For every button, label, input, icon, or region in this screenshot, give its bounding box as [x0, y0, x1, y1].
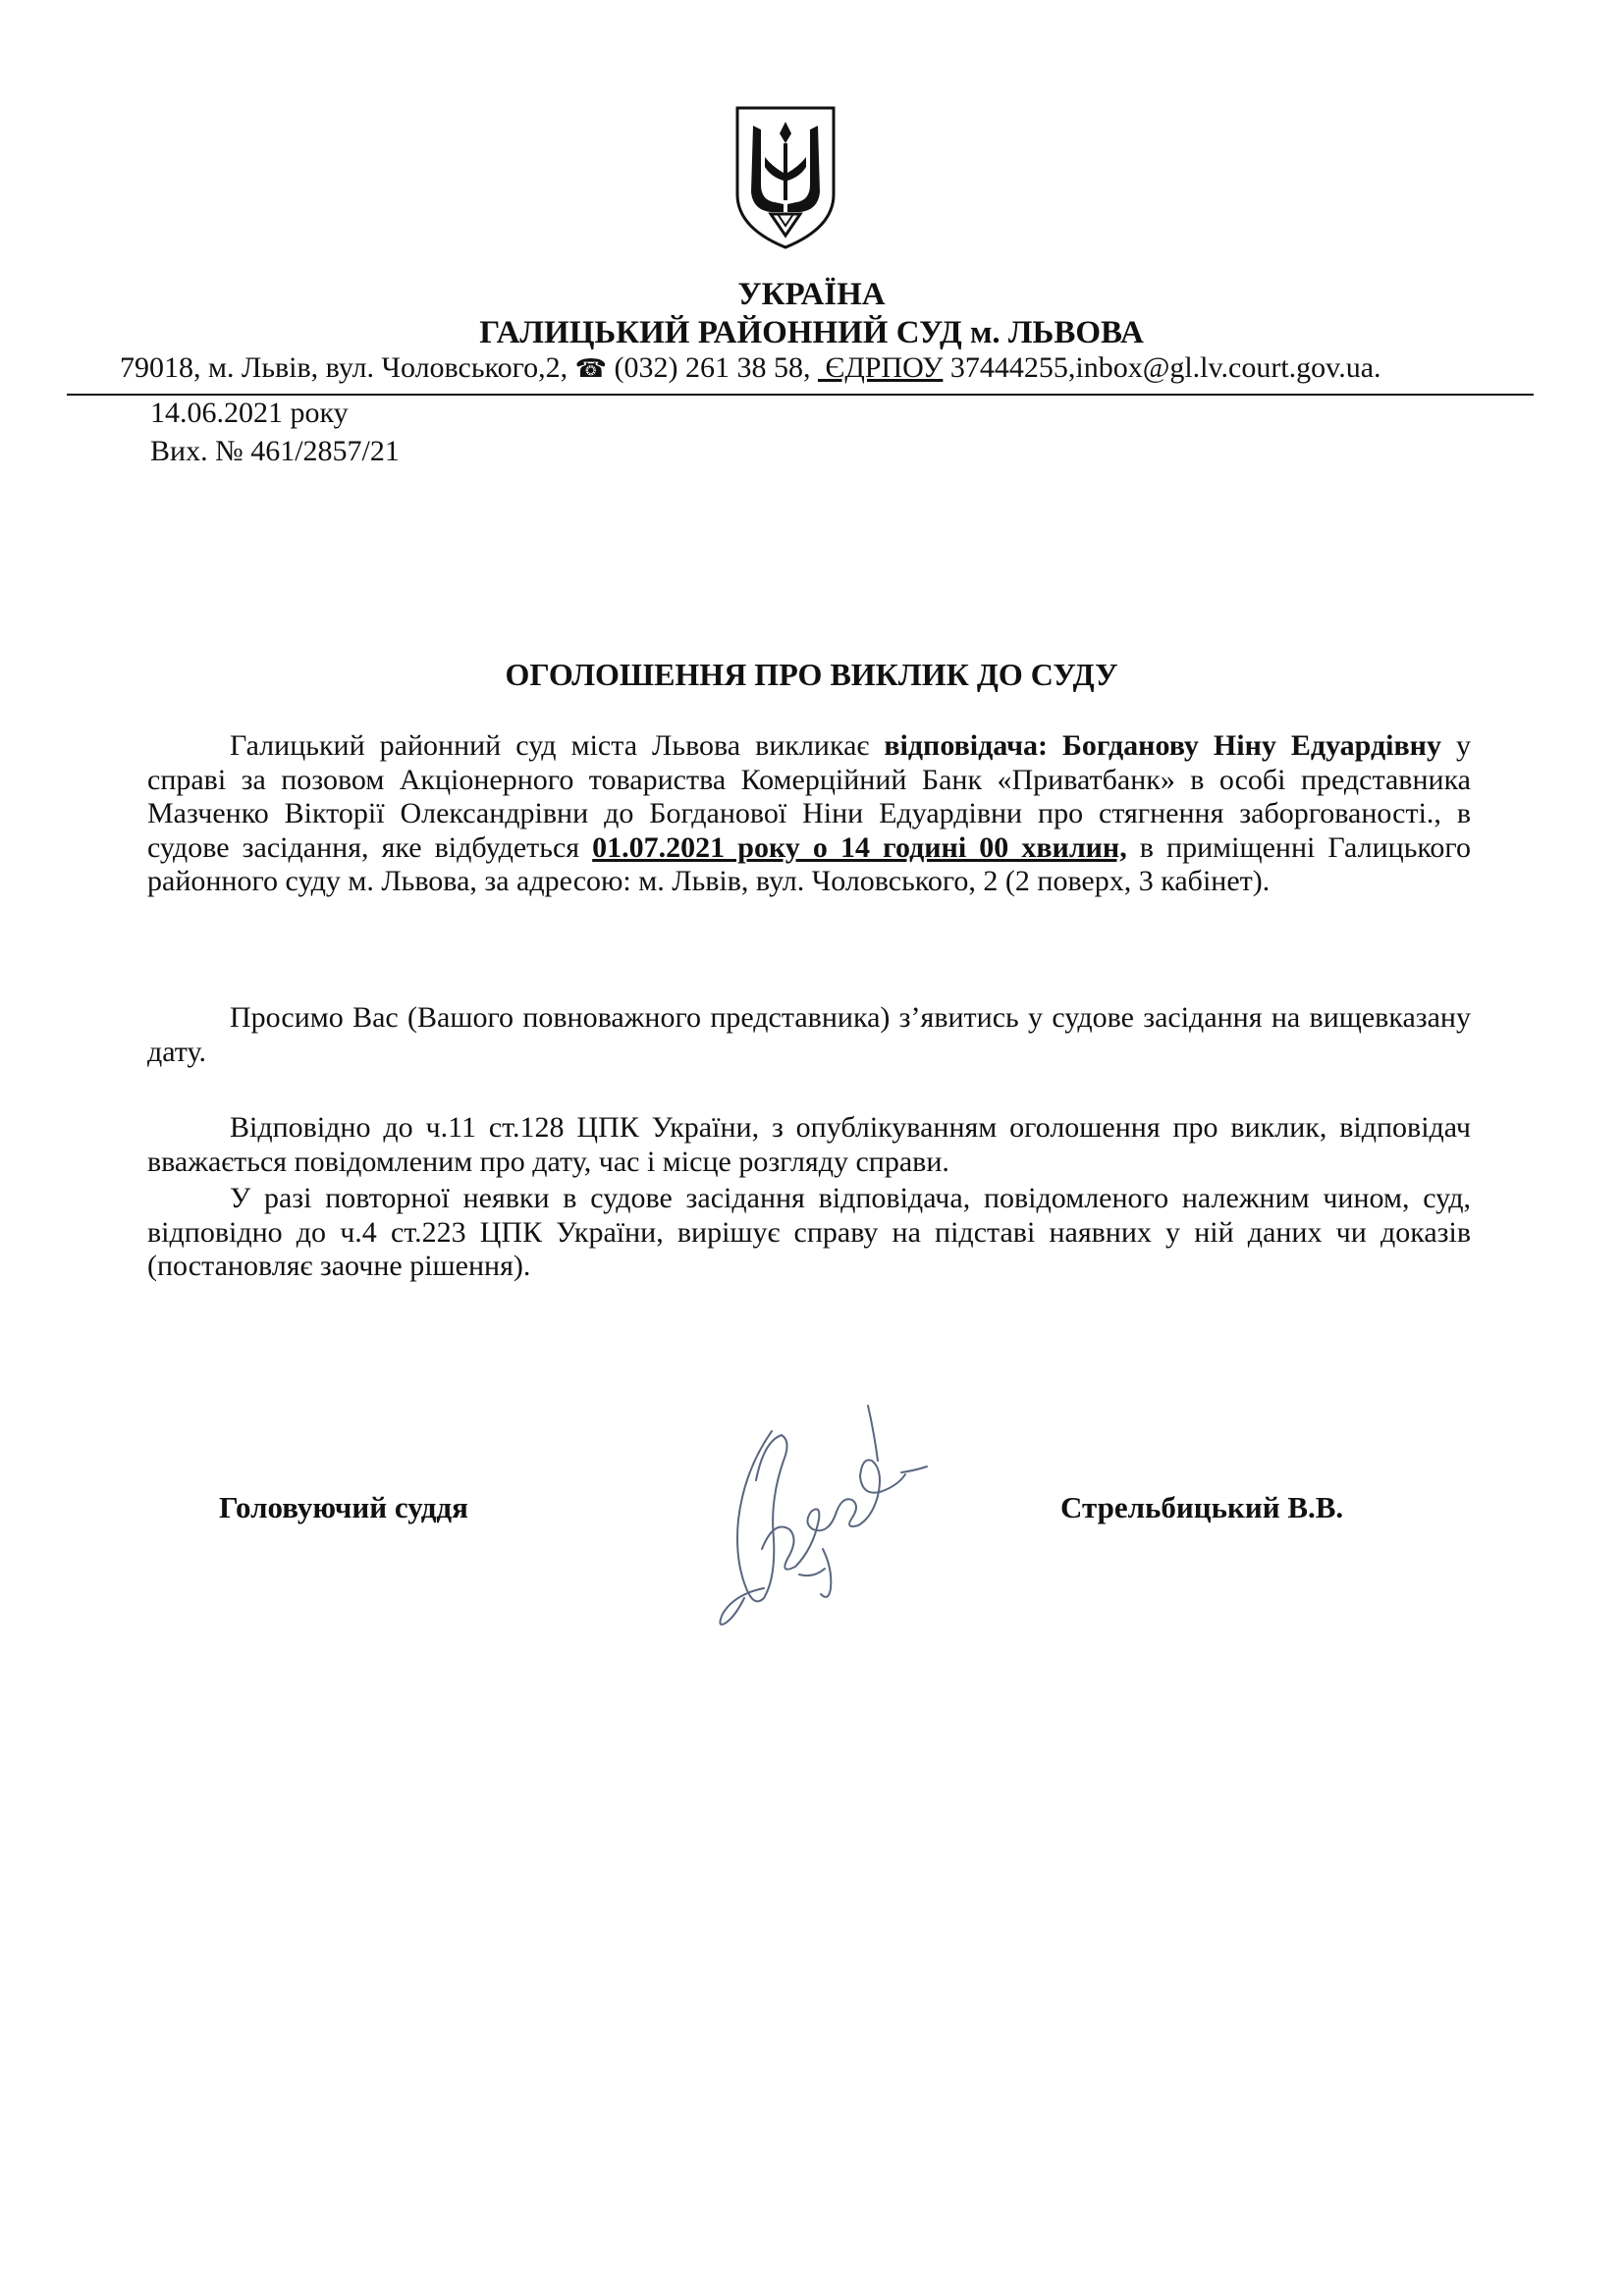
ukraine-trident-icon: [731, 104, 839, 251]
edrpou-and-email: 37444255,inbox@gl.lv.court.gov.ua.: [949, 351, 1381, 384]
court-address-line: [120, 350, 1534, 387]
document-date: 14.06.2021 року: [150, 397, 349, 429]
default-judgment-text: У разі повторної неявки в судове засідання відповідача, повідомленого належним чином, суд, відповідно до ч.4 ст.223 ЦПК України, вирішує справу на підставі наявних у ній даних чи доказів (постановляє заочне рішення).: [147, 1182, 1471, 1283]
telephone-icon: ☎: [574, 354, 608, 383]
respondent-name: відповідача: Богданову Ніну Едуардівну: [884, 729, 1441, 762]
court-name-heading: ГАЛИЦЬКИЙ РАЙОННИЙ СУД м. ЛЬВОВА: [479, 315, 1144, 350]
signatory-name: Стрельбицький В.В.: [1060, 1490, 1344, 1524]
document-title: ОГОЛОШЕННЯ ПРО ВИКЛИК ДО СУДУ: [505, 657, 1118, 692]
country-heading: УКРАЇНА: [737, 277, 886, 312]
signatory-role: Головуючий суддя: [219, 1490, 468, 1524]
appearance-request-text: Просимо Вас (Вашого повноважного представника) з’явитись у судове засідання на вищевказану дату.: [147, 1001, 1471, 1068]
notification-rule-text: Відповідно до ч.11 ст.128 ЦПК України, з опублікуванням оголошення про виклик, відповідач вважається повідомленим про дату, час і місце розгляду справи.: [147, 1111, 1471, 1178]
default-judgment-paragraph: [147, 1182, 1471, 1284]
summons-text-3: в приміщенні Галицького районного суду м. Львова, за адресою: м. Львів, вул. Чоловського, 2 (2 поверх, 3 кабінет).: [147, 830, 1471, 898]
handwritten-signature-icon: [705, 1402, 931, 1637]
edrpou-label: ЄДРПОУ: [825, 351, 944, 384]
header-divider: [67, 394, 1534, 396]
summons-text-2: у справі за позовом Акціонерного товариства Комерційний Банк «Приватбанк» в особі представника Мазченко Вікторії Олександрівни до Богданової Ніни Едуардівни про стягнення заборгованості., в судове засідання, яке відбудеться: [147, 729, 1472, 864]
notification-rule-paragraph: [147, 1111, 1471, 1179]
hearing-datetime: 01.07.2021 року о 14 годині 00 хвилин,: [592, 830, 1127, 864]
summons-text-1: Галицький районний суд міста Львова викликає: [230, 729, 885, 762]
postal-address: 79018, м. Львів, вул. Чоловського,2,: [120, 351, 568, 384]
phone-number: (032) 261 38 58,: [614, 351, 811, 384]
appearance-request-paragraph: [147, 1001, 1471, 1069]
summons-paragraph: [147, 729, 1471, 899]
outgoing-number: Вих. № 461/2857/21: [150, 435, 400, 467]
